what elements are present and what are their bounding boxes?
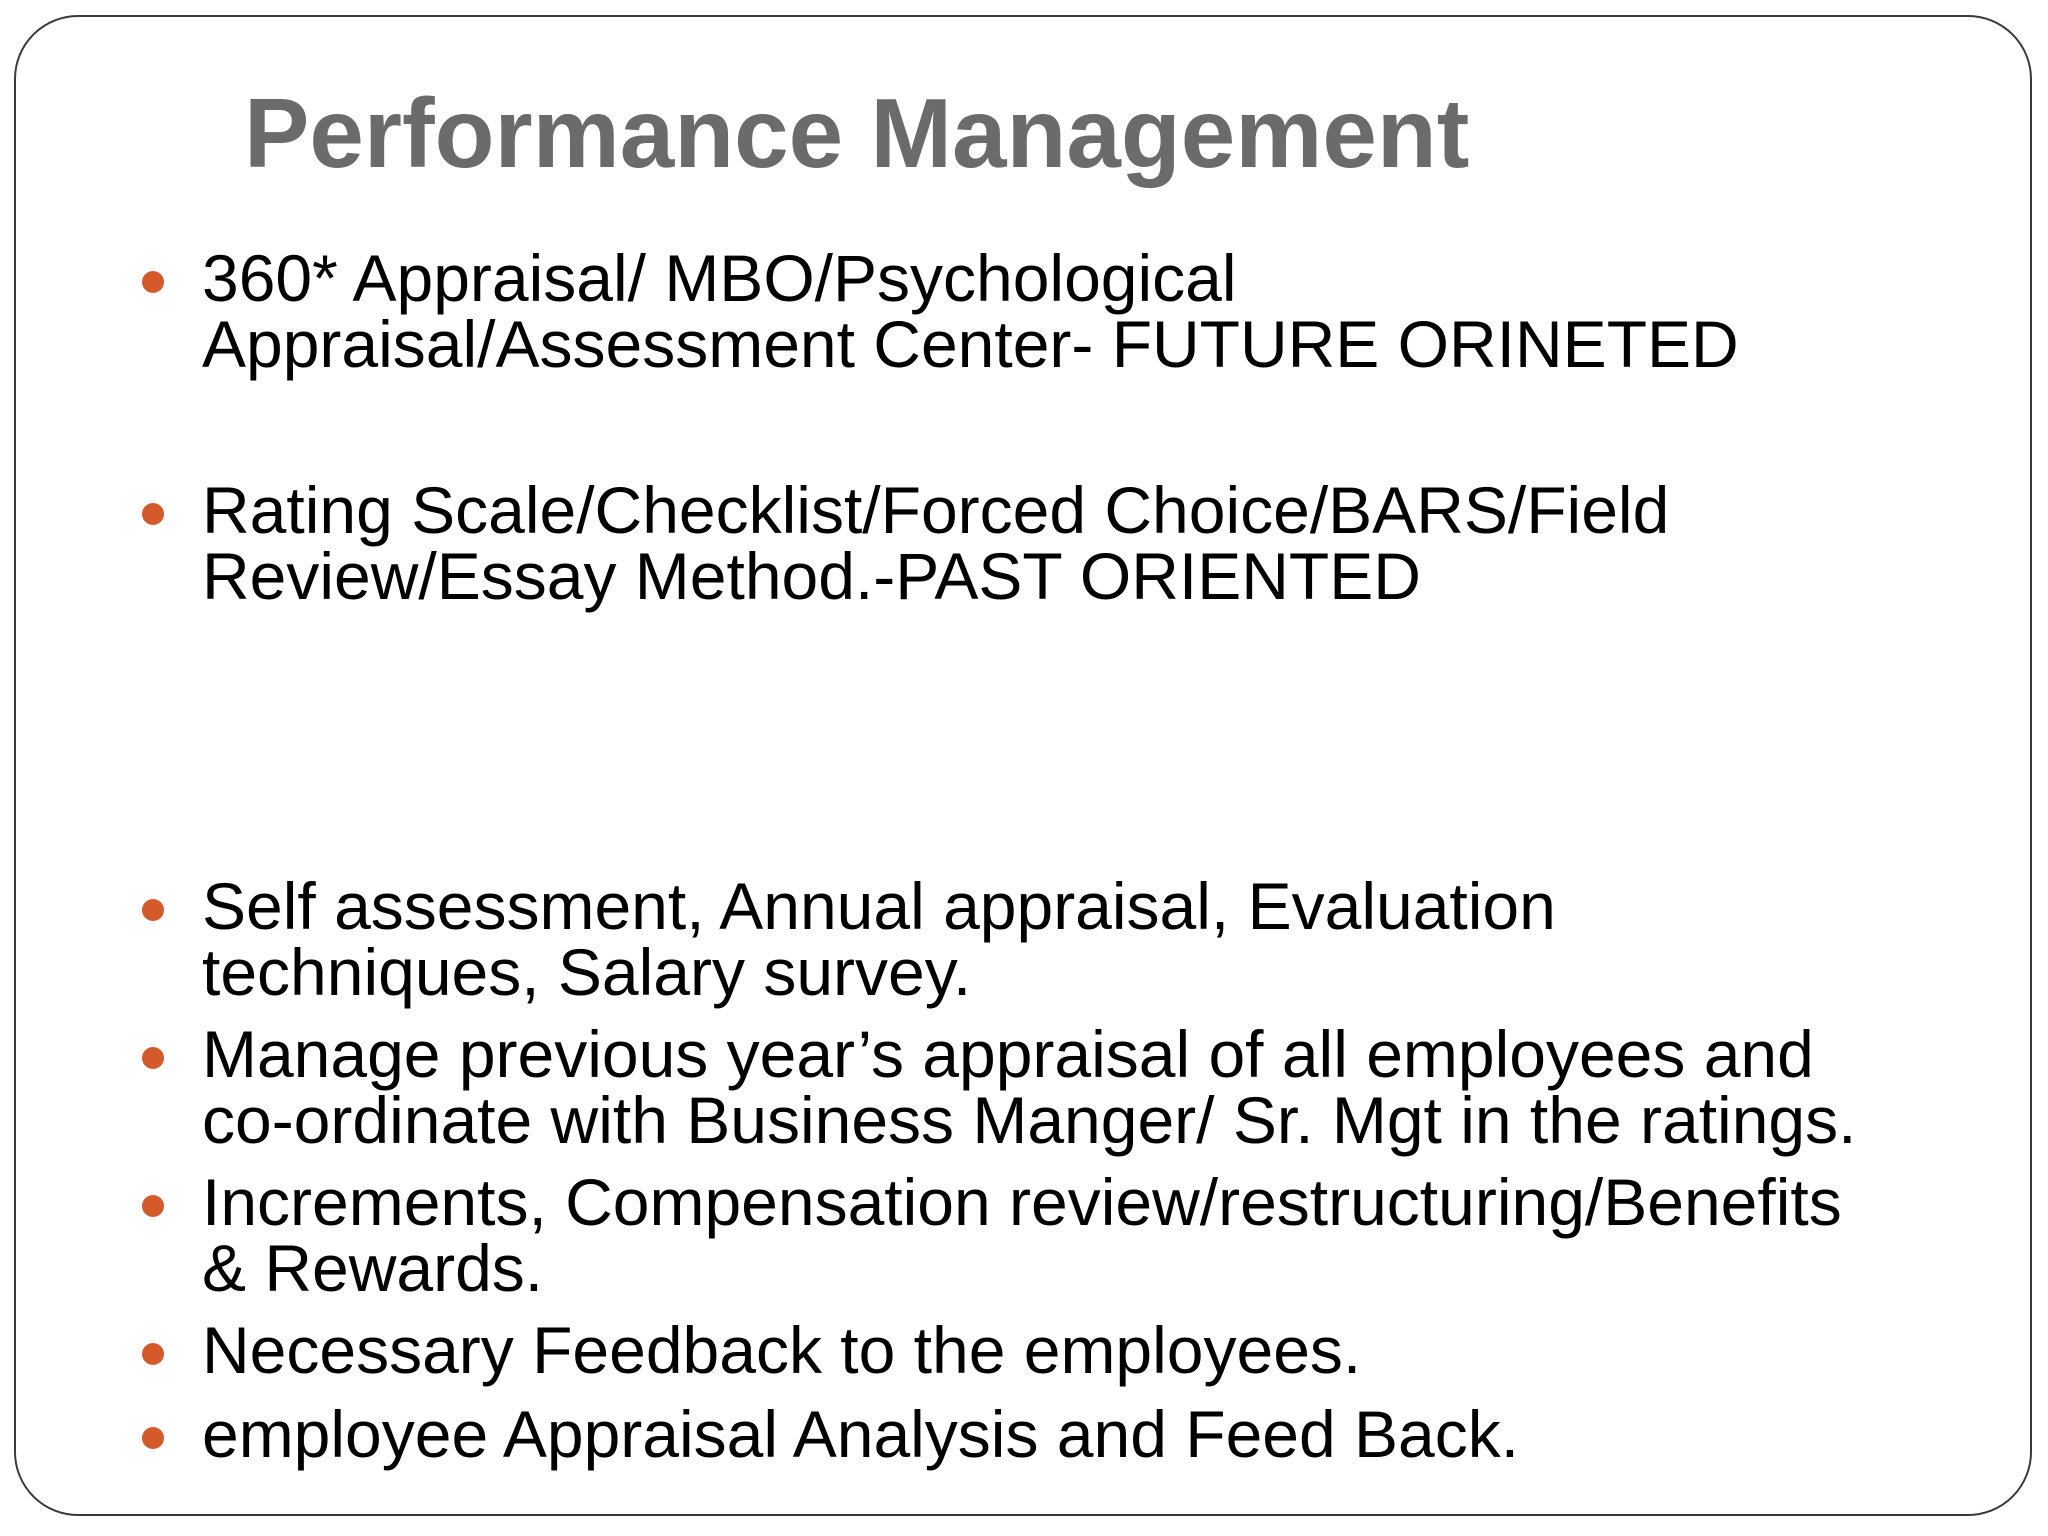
bullet-text: Self assessment, Annual appraisal, Evaluation techniques, Salary survey. [202, 869, 1556, 1009]
bullet-text: Manage previous year’s appraisal of all employees and co-ordinate with Business Manger/ Sr. Mgt in the ratings. [202, 1017, 1857, 1157]
bullet-dot-icon [142, 503, 164, 525]
bullet-text: 360* Appraisal/ MBO/Psychological Appraisal/Assessment Center- FUTURE ORINETED [202, 241, 1739, 381]
bullet-dot-icon [142, 1343, 164, 1365]
bullet-dot-icon [142, 899, 164, 921]
bullet-dot-icon [142, 271, 164, 293]
bullet-item [142, 1165, 1922, 1305]
bullet-text: Rating Scale/Checklist/Forced Choice/BARS/Field Review/Essay Method.-PAST ORIENTED [202, 473, 1670, 613]
bullet-item [142, 1313, 1922, 1387]
slide-frame [14, 15, 2032, 1516]
bullet-item [142, 869, 1922, 1009]
bullet-text: Increments, Compensation review/restructuring/Benefits & Rewards. [202, 1165, 1842, 1305]
bullet-item [142, 241, 1922, 381]
bullet-text: employee Appraisal Analysis and Feed Back. [202, 1397, 1520, 1471]
slide-title: Performance Management [244, 78, 1470, 188]
bullet-item [142, 1397, 1922, 1471]
bullet-dot-icon [142, 1427, 164, 1449]
bullet-text: Necessary Feedback to the employees. [202, 1313, 1362, 1387]
bullet-item [142, 473, 1922, 613]
bullet-dot-icon [142, 1047, 164, 1069]
bullet-dot-icon [142, 1195, 164, 1217]
bullet-item [142, 1017, 1922, 1157]
